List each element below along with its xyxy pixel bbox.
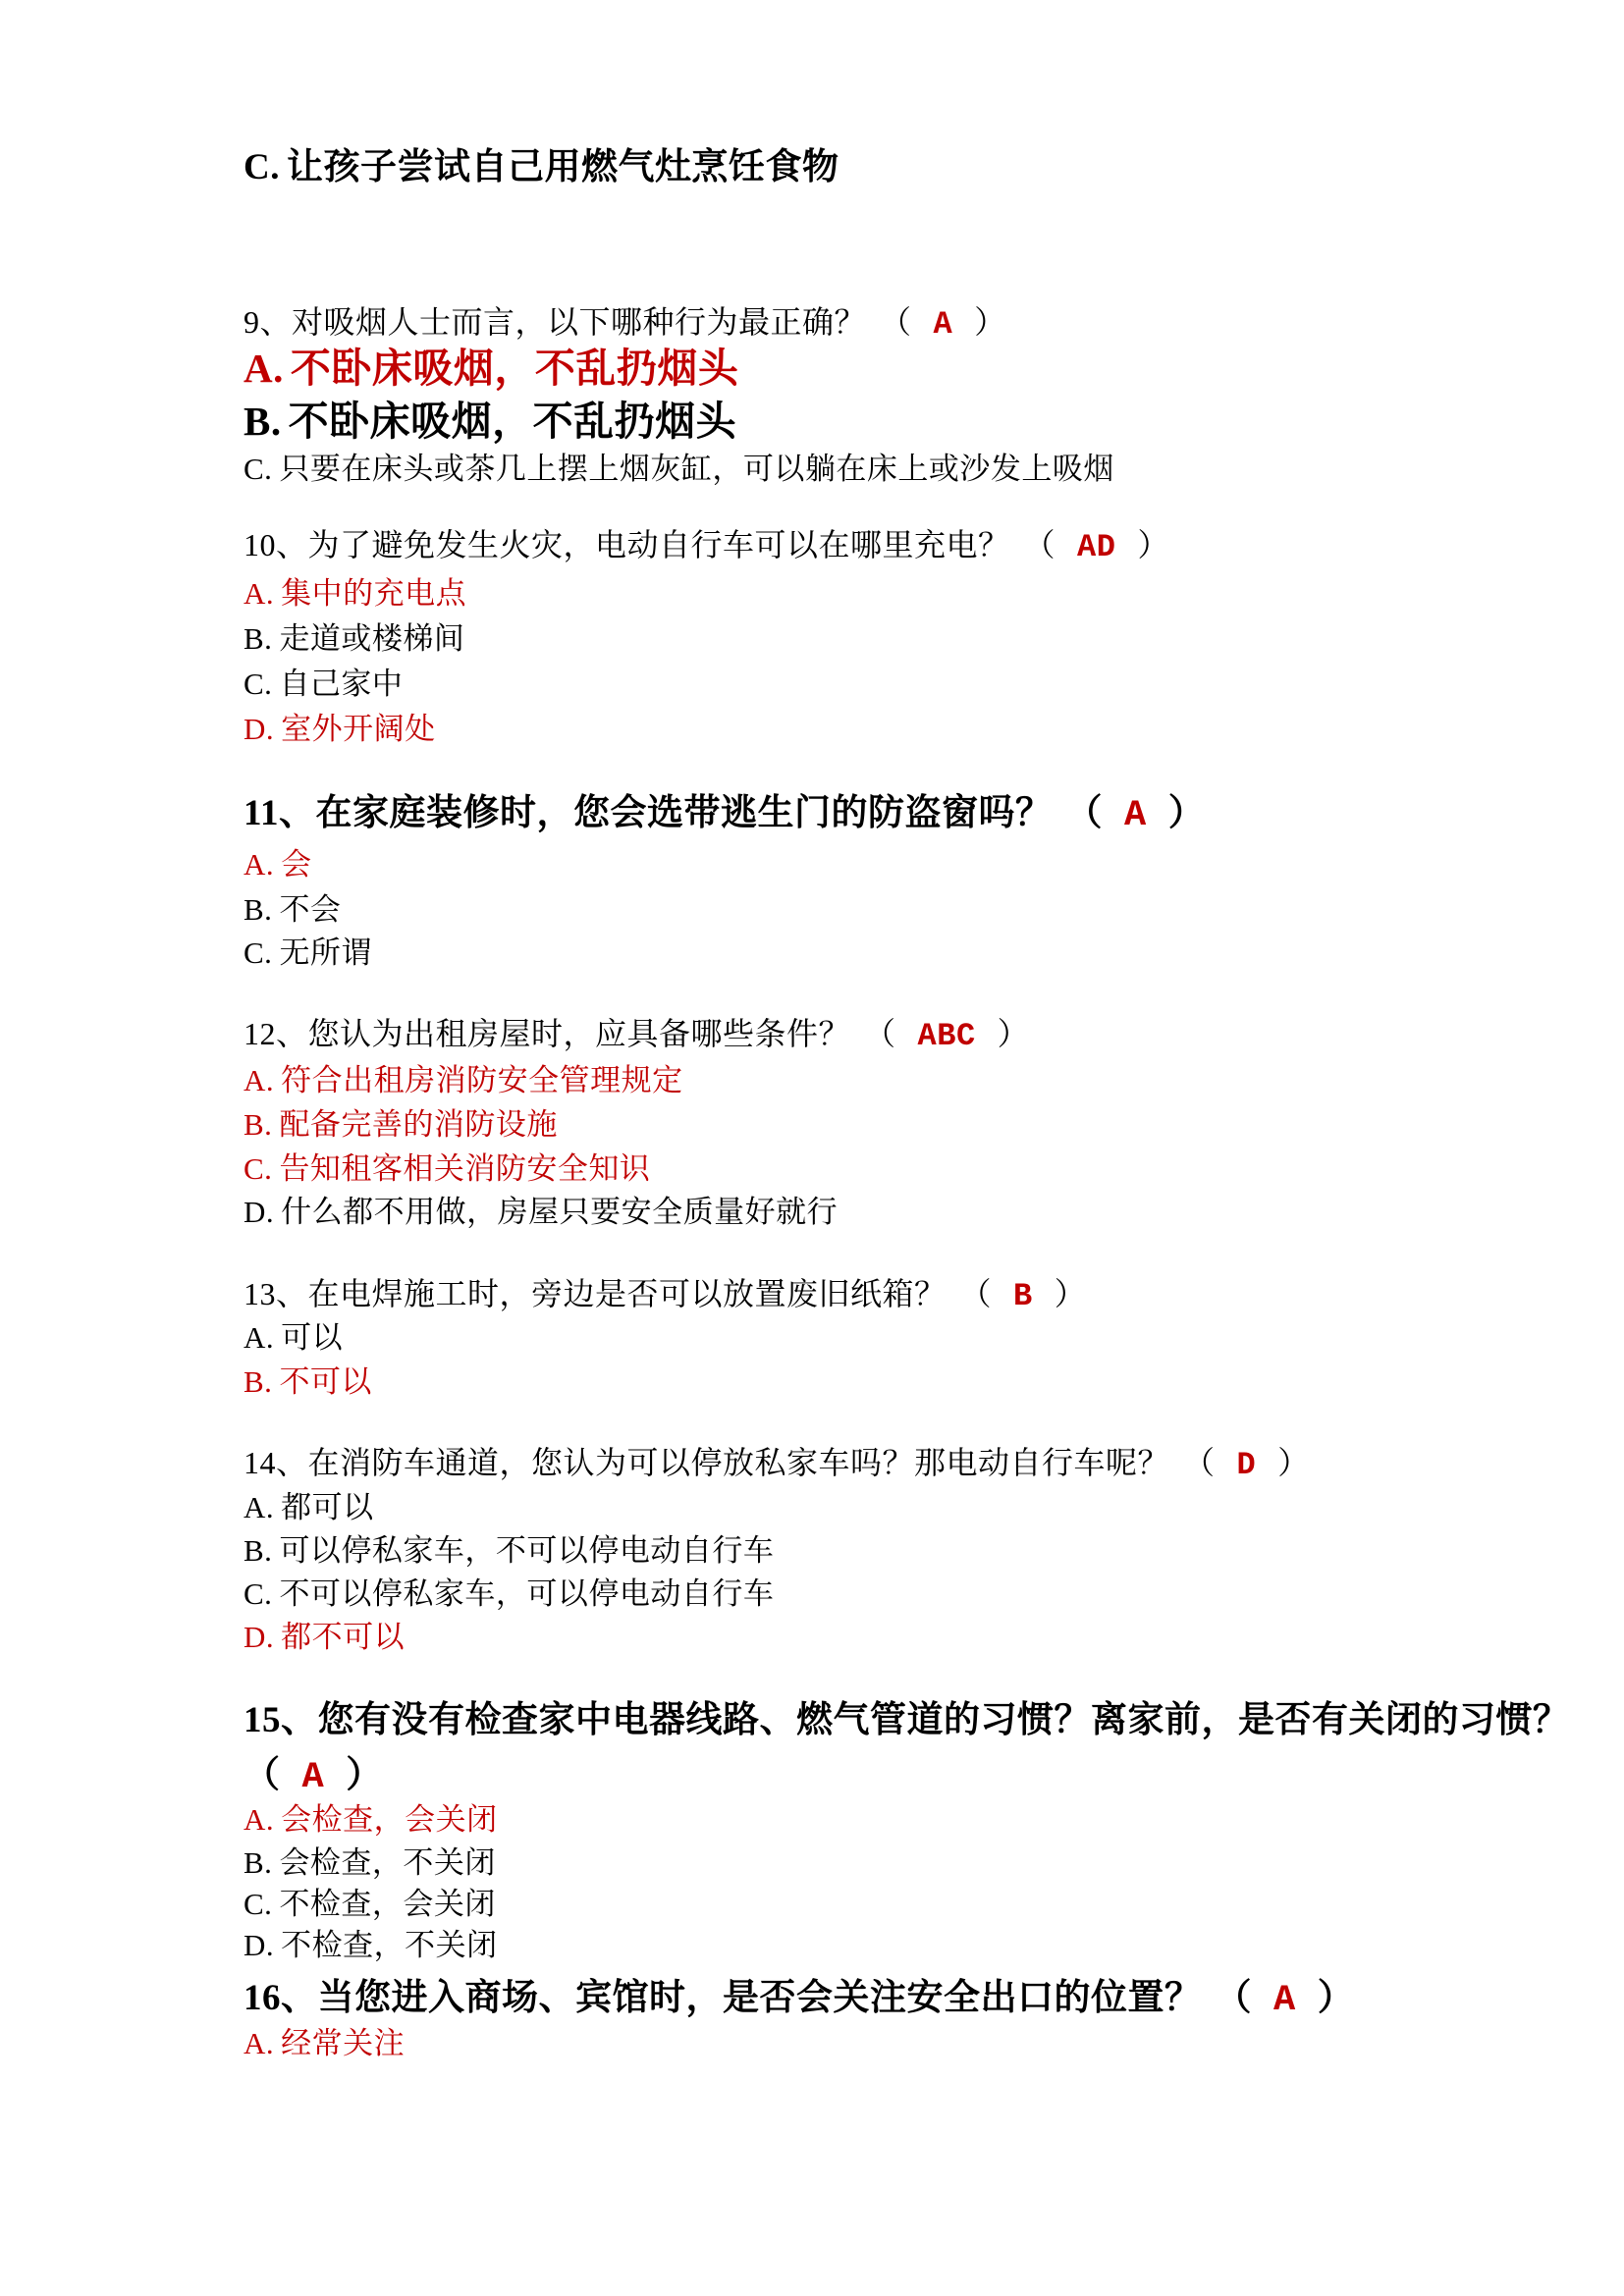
option-text: 走道或楼梯间 (279, 621, 465, 656)
orphan-option-c (244, 147, 839, 189)
bracket-open: （ (864, 1016, 896, 1051)
answer-bracket (1215, 1978, 1355, 2021)
question-14-text (244, 1445, 1310, 1484)
bracket-close: ） (997, 1016, 1030, 1051)
option-text: 符合出租房消防安全管理规定 (281, 1063, 683, 1097)
question-14-option-c (244, 1576, 774, 1612)
question-9-option-a (244, 346, 738, 392)
option-text: 室外开阔处 (281, 712, 436, 746)
option-text: 配备完善的消防设施 (279, 1107, 558, 1142)
question-text: 11、在家庭装修时，您会选带逃生门的防盗窗吗？ (244, 793, 1053, 833)
answer-value: A (933, 306, 953, 343)
answer-value: ABC (917, 1018, 976, 1054)
answer-value: B (1013, 1278, 1033, 1314)
bracket-open: （ (1183, 1445, 1216, 1480)
question-16-text (244, 1978, 1354, 2022)
question-9-option-b (244, 399, 736, 445)
question-text: 9、对吸烟人士而言，以下哪种行为最正确？ (244, 304, 867, 340)
option-label: A. (244, 1802, 275, 1837)
option-text: 不会 (279, 892, 342, 927)
answer-bracket (864, 1016, 1030, 1054)
option-label: C. (244, 935, 273, 970)
bracket-open: （ (1215, 1978, 1252, 2018)
option-text: 让孩子尝试自己用燃气灶烹饪食物 (286, 147, 839, 187)
option-text: 集中的充电点 (281, 576, 467, 611)
question-text: 16、当您进入商场、宾馆时，是否会关注安全出口的位置？ (244, 1978, 1202, 2018)
question-10-option-a (244, 576, 466, 612)
option-label: C. (244, 147, 280, 187)
bracket-close: ） (1277, 1445, 1310, 1480)
question-16-option-a (244, 2026, 405, 2061)
option-label: A. (244, 1063, 275, 1097)
question-13-option-b (244, 1364, 372, 1400)
question-10-option-b (244, 621, 464, 657)
option-text: 都不可以 (281, 1620, 406, 1654)
question-12-option-d (244, 1195, 838, 1230)
option-text: 会检查，不关闭 (279, 1845, 496, 1880)
option-text: 都可以 (281, 1490, 374, 1524)
question-15-text (244, 1700, 1570, 1742)
option-label: A. (244, 346, 284, 391)
option-label: A. (244, 1320, 275, 1355)
question-11-option-b (244, 892, 341, 928)
bracket-close: ） (1054, 1276, 1087, 1311)
option-label: A. (244, 847, 275, 881)
option-text: 会检查，会关闭 (281, 1802, 498, 1837)
option-label: A. (244, 2026, 275, 2060)
question-text: 15、您有没有检查家中电器线路、燃气管道的习惯？离家前，是否有关闭的习惯？ (244, 1700, 1570, 1740)
option-text: 什么都不用做，房屋只要安全质量好就行 (281, 1195, 839, 1229)
question-15-option-c (244, 1887, 496, 1922)
bracket-close: ） (1317, 1978, 1355, 2018)
option-label: B. (244, 399, 282, 444)
question-9-option-c (244, 452, 1114, 487)
option-text: 只要在床头或茶几上摆上烟灰缸，可以躺在床上或沙发上吸烟 (279, 452, 1114, 486)
question-15-option-d (244, 1928, 498, 1963)
question-text: 14、在消防车通道，您认为可以停放私家车吗？那电动自行车呢？ (244, 1445, 1170, 1480)
question-11-option-a (244, 847, 312, 882)
question-12-option-c (244, 1151, 650, 1187)
answer-value: A (1123, 795, 1147, 836)
option-label: D. (244, 1928, 275, 1962)
answer-bracket (1023, 527, 1169, 565)
bracket-open: （ (880, 304, 912, 340)
question-15-option-a (244, 1802, 498, 1838)
option-label: C. (244, 452, 273, 486)
answer-bracket (880, 304, 1006, 343)
bracket-open: （ (1065, 793, 1103, 833)
question-15-answer-bracket (244, 1755, 383, 1799)
question-12-option-a (244, 1063, 683, 1098)
option-text: 经常关注 (281, 2026, 406, 2060)
answer-value: AD (1077, 529, 1116, 565)
bracket-close: ） (974, 304, 1006, 340)
option-text: 不卧床吸烟，不乱扔烟头 (290, 346, 739, 391)
question-14-option-d (244, 1620, 405, 1655)
bracket-close: ） (346, 1755, 383, 1795)
bracket-open: （ (959, 1276, 993, 1311)
question-10-option-c (244, 667, 403, 702)
option-label: A. (244, 1490, 275, 1524)
option-label: D. (244, 1195, 275, 1229)
option-text: 不检查，不关闭 (281, 1928, 498, 1962)
bracket-close: ） (1167, 793, 1206, 833)
option-label: B. (244, 1107, 273, 1142)
question-13-text (244, 1276, 1086, 1315)
question-9-text (244, 304, 1006, 344)
option-label: C. (244, 667, 273, 701)
question-15-option-b (244, 1845, 496, 1881)
option-label: B. (244, 621, 273, 656)
question-text: 12、您认为出租房屋时，应具备哪些条件？ (244, 1016, 851, 1051)
option-label: B. (244, 1845, 273, 1880)
option-label: B. (244, 1364, 273, 1399)
answer-bracket (1183, 1445, 1310, 1483)
question-14-option-b (244, 1533, 774, 1569)
question-13-option-a (244, 1320, 343, 1356)
option-text: 不可以停私家车，可以停电动自行车 (279, 1576, 775, 1611)
option-label: C. (244, 1151, 273, 1186)
bracket-open: （ (1023, 527, 1056, 562)
option-text: 告知租客相关消防安全知识 (279, 1151, 651, 1186)
option-text: 不卧床吸烟，不乱扔烟头 (288, 399, 737, 444)
question-text: 13、在电焊施工时，旁边是否可以放置废旧纸箱？ (244, 1276, 947, 1311)
option-text: 不检查，会关闭 (279, 1887, 496, 1921)
question-14-option-a (244, 1490, 374, 1525)
option-text: 无所谓 (279, 935, 372, 970)
question-12-option-b (244, 1107, 558, 1143)
bracket-open: （ (244, 1755, 281, 1795)
question-10-option-d (244, 712, 436, 747)
answer-value: A (301, 1757, 325, 1798)
option-text: 不可以 (279, 1364, 372, 1399)
bracket-close: ） (1137, 527, 1169, 562)
option-label: C. (244, 1576, 273, 1611)
answer-value: A (1273, 1980, 1296, 2021)
option-label: C. (244, 1887, 273, 1921)
question-12-text (244, 1016, 1029, 1055)
option-label: A. (244, 576, 275, 611)
option-label: B. (244, 892, 273, 927)
answer-value: D (1236, 1447, 1257, 1483)
option-label: B. (244, 1533, 273, 1568)
option-text: 会 (281, 847, 312, 881)
question-11-option-c (244, 935, 372, 971)
option-label: D. (244, 1620, 275, 1654)
option-text: 可以 (281, 1320, 344, 1355)
question-11-text (244, 793, 1205, 837)
answer-bracket (1065, 793, 1206, 836)
question-10-text (244, 527, 1169, 566)
question-text: 10、为了避免发生火灾，电动自行车可以在哪里充电？ (244, 527, 1010, 562)
option-text: 自己家中 (279, 667, 404, 701)
option-text: 可以停私家车，不可以停电动自行车 (279, 1533, 775, 1568)
option-label: D. (244, 712, 275, 746)
answer-bracket (959, 1276, 1087, 1314)
